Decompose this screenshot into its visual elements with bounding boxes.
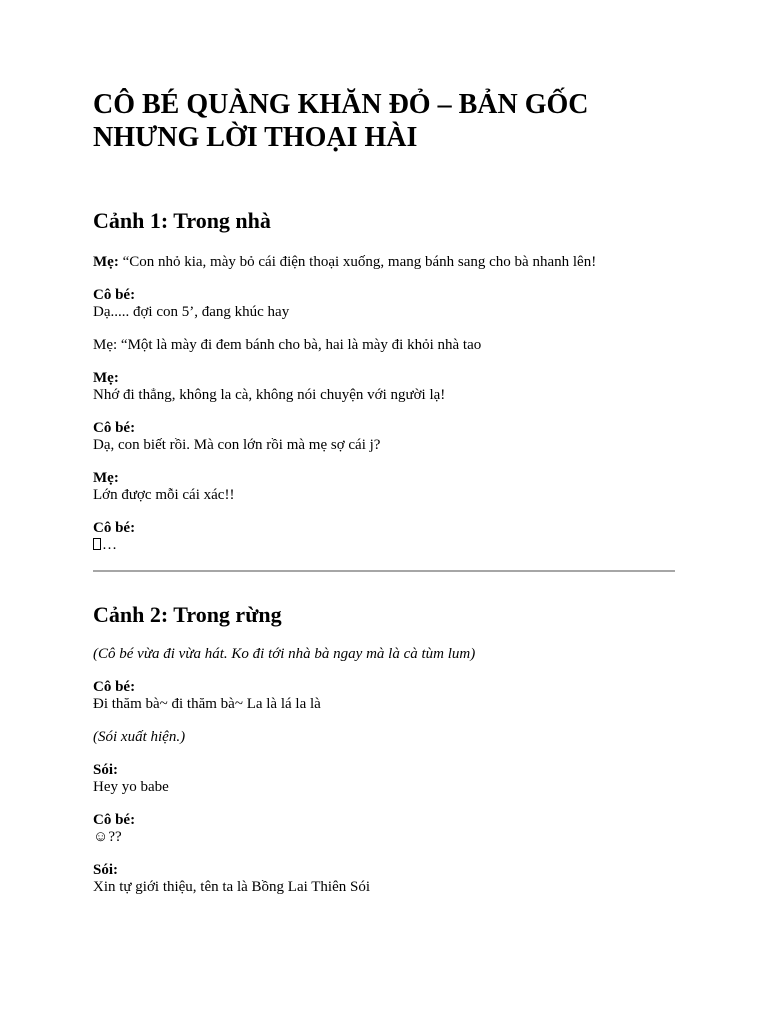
dialogue-line: [93, 254, 675, 271]
speaker-label: Sói:: [93, 862, 119, 878]
speaker-label: Cô bé:: [93, 287, 136, 303]
document-title: CÔ BÉ QUÀNG KHĂN ĐỎ – BẢN GỐC NHƯNG LỜI THOẠI HÀI: [93, 89, 589, 153]
scene-1-heading: Cảnh 1: Trong nhà: [93, 208, 271, 233]
speaker-label: Mẹ:: [93, 254, 119, 270]
missing-glyph-icon: [93, 538, 101, 550]
speaker-label: Mẹ:: [93, 470, 119, 486]
dialogue-line: [93, 337, 675, 354]
speaker-label: Cô bé:: [93, 520, 136, 536]
dialogue-text: …: [93, 537, 675, 554]
dialogue-line: [93, 470, 675, 504]
speaker-label: Mẹ:: [93, 370, 119, 386]
document-page: [93, 88, 675, 896]
section-divider: [93, 570, 675, 572]
dialogue-line: [93, 679, 675, 713]
speaker-label: Cô bé:: [93, 420, 136, 436]
dialogue-text: Dạ, con biết rồi. Mà con lớn rồi mà mẹ sợ cái j?: [93, 437, 381, 453]
dialogue-text: Lớn được mỗi cái xác!!: [93, 487, 235, 503]
speaker-label: Sói:: [93, 762, 119, 778]
dialogue-text: Đi thăm bà~ đi thăm bà~ La là lá la là: [93, 696, 321, 712]
dialogue-text: Xin tự giới thiệu, tên ta là Bồng Lai Thiên Sói: [93, 879, 371, 895]
dialogue-line: [93, 762, 675, 796]
dialogue-text: Dạ..... đợi con 5’, đang khúc hay: [93, 304, 290, 320]
dialogue-text: Nhớ đi thẳng, không la cà, không nói chuyện với người lạ!: [93, 387, 446, 403]
dialogue-line: [93, 862, 675, 896]
scene-2-heading: Cảnh 2: Trong rừng: [93, 602, 282, 627]
speaker-label: Cô bé:: [93, 812, 136, 828]
dialogue-line: [93, 370, 675, 404]
dialogue-text: “Con nhỏ kia, mày bỏ cái điện thoại xuống, mang bánh sang cho bà nhanh lên!: [118, 254, 597, 270]
stage-direction: (Sói xuất hiện.): [93, 729, 186, 745]
speaker-label: Cô bé:: [93, 679, 136, 695]
dialogue-line: [93, 812, 675, 846]
dialogue-line: [93, 420, 675, 454]
stage-direction: (Cô bé vừa đi vừa hát. Ko đi tới nhà bà ngay mà là cà tùm lum): [93, 646, 476, 662]
dialogue-text: Mẹ: “Một là mày đi đem bánh cho bà, hai là mày đi khỏi nhà tao: [93, 337, 482, 353]
dialogue-line: [93, 287, 675, 321]
dialogue-text: Hey yo babe: [93, 779, 169, 795]
dialogue-text: ☺??: [93, 829, 122, 845]
dialogue-line: [93, 520, 675, 554]
